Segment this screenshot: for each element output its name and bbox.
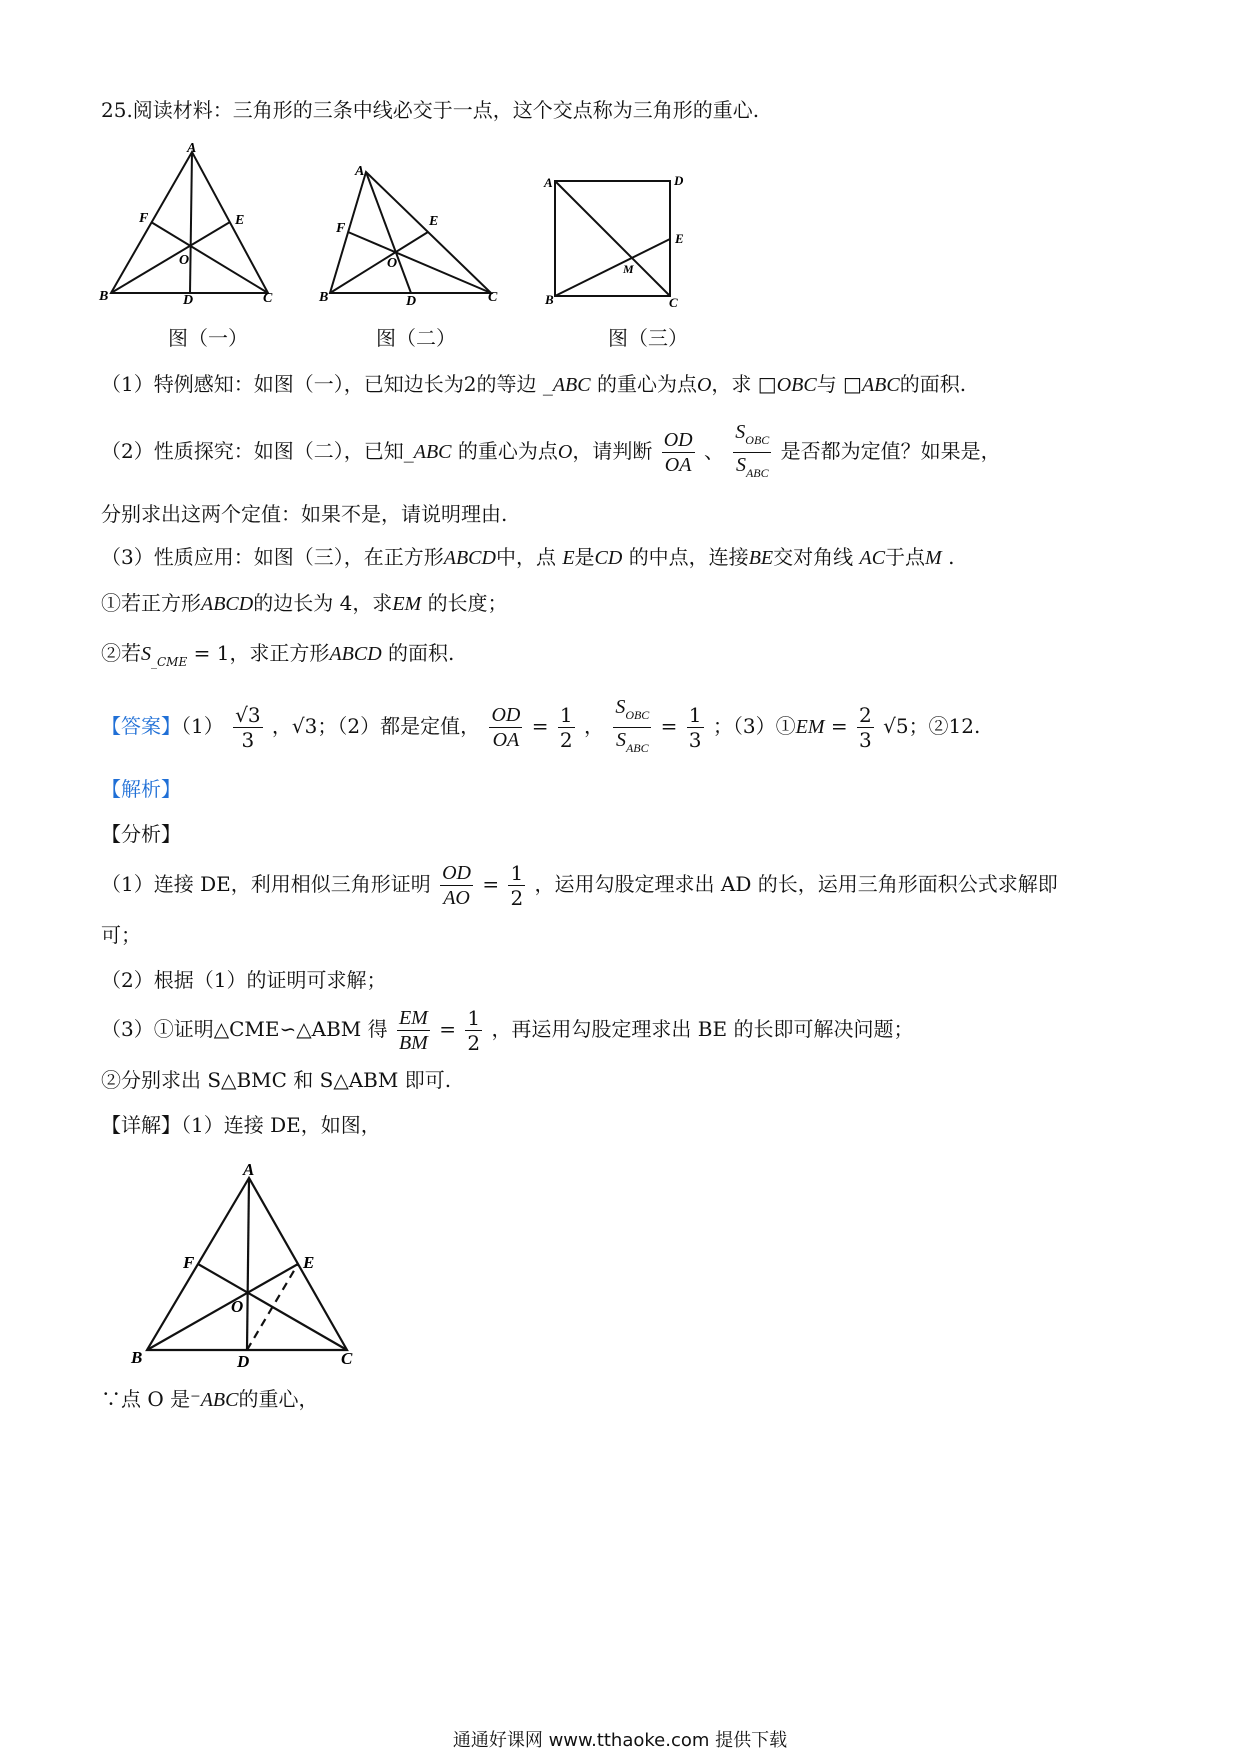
label-A: A bbox=[187, 141, 197, 156]
caption-figure-2: 图（二） bbox=[376, 326, 456, 350]
label-C: C bbox=[669, 295, 678, 310]
caption-figure-3: 图（三） bbox=[608, 326, 688, 350]
label-C: C bbox=[488, 290, 498, 305]
label-O: O bbox=[387, 256, 398, 271]
problem-title: 25.阅读材料：三角形的三条中线必交于一点，这个交点称为三角形的重心. bbox=[101, 98, 760, 122]
label-B: B bbox=[319, 290, 329, 305]
analysis-p1-cont: 可； bbox=[101, 923, 141, 947]
figure-3 bbox=[535, 165, 700, 315]
label-D: D bbox=[674, 173, 684, 188]
label-D: D bbox=[406, 294, 417, 309]
label-F: F bbox=[139, 211, 149, 226]
fenxi-tag: 【分析】 bbox=[101, 822, 181, 846]
analysis-tag: 【解析】 bbox=[101, 777, 181, 801]
part3-q2: ②若$S_{\_CME} = 1$，求正方形ABCD 的面积. bbox=[101, 641, 455, 669]
figure-2 bbox=[315, 160, 510, 315]
label-A: A bbox=[243, 1160, 255, 1179]
label-A: A bbox=[544, 175, 553, 190]
part2-line: （2）性质探究：如图（二），已知_ABC 的重心为点O，请判断 $\frac{OD}{OA}$ 、 $\frac{S_{OBC}}{S_{ABC}}$ 是否都为定值？如果是， bbox=[101, 420, 1001, 485]
part2-line2: 分别求出这两个定值：如果不是，请说明理由. bbox=[101, 502, 508, 526]
figure-detail bbox=[125, 1160, 370, 1375]
label-E: E bbox=[429, 214, 439, 229]
analysis-p4: ②分别求出 S△BMC 和 S△ABM 即可. bbox=[101, 1068, 452, 1092]
fraction-od-oa: $\frac{OD}{OA}$ bbox=[663, 429, 693, 476]
label-B: B bbox=[545, 292, 554, 307]
part3-line: （3）性质应用：如图（三），在正方形ABCD中，点 E是CD 的中点，连接BE交对角线 AC于点M . bbox=[101, 545, 955, 569]
label-D: D bbox=[237, 1352, 250, 1371]
label-D: D bbox=[183, 293, 194, 308]
label-E: E bbox=[235, 213, 245, 228]
fraction-s-obc-s-abc: $\frac{S_{OBC}}{S_{ABC}}$ bbox=[735, 421, 770, 480]
caption-figure-1: 图（一） bbox=[168, 326, 248, 350]
analysis-p1: （1）连接 DE，利用相似三角形证明 $\frac{OD}{AO}$ = $\frac{1}{2}$ ，运用勾股定理求出 AD 的长，运用三角形面积公式求解即 bbox=[101, 861, 1058, 910]
part1-line: （1）特例感知：如图（一），已知边长为2的等边 _ABC 的重心为点O，求 □OBC与 □ABC的面积. bbox=[101, 372, 967, 396]
label-B: B bbox=[131, 1348, 143, 1367]
label-A: A bbox=[355, 164, 365, 179]
label-O: O bbox=[231, 1297, 244, 1316]
footer: 通通好课网 www.tthaoke.com 提供下载 bbox=[452, 1730, 788, 1751]
label-C: C bbox=[341, 1349, 353, 1368]
label-E: E bbox=[303, 1253, 315, 1272]
label-C: C bbox=[263, 291, 273, 306]
answer-line: 【答案】（1） $\frac{√3}{3}$ ，√3；（2）都是定值， $\frac{OD}{OA}$ = $\frac{1}{2}$ ， $\frac{S_{OBC}}{S_{ABC}}$ = $\frac{1}{3}$ ；（3）①EM = $\frac{2}{3}$ √5；②12. bbox=[101, 696, 981, 755]
label-O: O bbox=[179, 253, 190, 268]
detail-line: 【详解】（1）连接 DE，如图， bbox=[101, 1113, 381, 1137]
part3-q1: ①若正方形ABCD的边长为 4，求EM 的长度； bbox=[101, 591, 508, 615]
since-line: ∵点 O 是⁻ABC的重心， bbox=[101, 1387, 319, 1411]
label-M: M bbox=[623, 262, 634, 276]
label-F: F bbox=[183, 1253, 195, 1272]
answer-tag: 【答案】 bbox=[101, 714, 181, 738]
label-B: B bbox=[99, 289, 109, 304]
figure-1 bbox=[95, 140, 295, 310]
analysis-p3: （3）①证明△CME∽△ABM 得 $\frac{EM}{BM}$ = $\frac{1}{2}$ ，再运用勾股定理求出 BE 的长即可解决问题； bbox=[101, 1006, 914, 1055]
analysis-p2: （2）根据（1）的证明可求解； bbox=[101, 968, 387, 992]
label-E: E bbox=[675, 231, 684, 246]
label-F: F bbox=[336, 221, 346, 236]
